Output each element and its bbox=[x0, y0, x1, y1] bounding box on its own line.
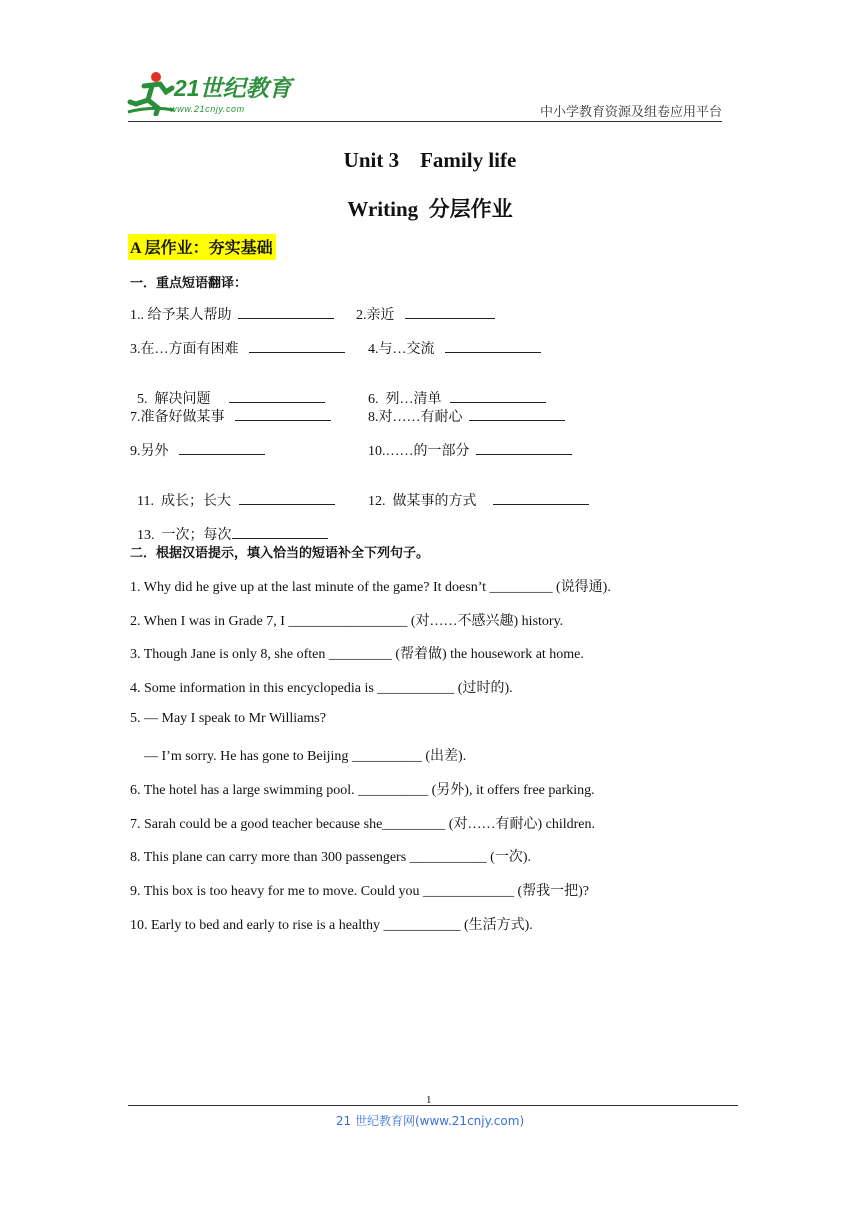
section2-heading: 二．根据汉语提示，填入恰当的短语补全下列句子。 bbox=[130, 546, 430, 561]
sentence-item: 3. Though Jane is only 8, she often _________ (帮着做) the housework at home. bbox=[130, 647, 584, 662]
logo-text: 21世纪教育 bbox=[174, 75, 292, 101]
sentence-item: 5. — May I speak to Mr Williams? bbox=[130, 711, 326, 726]
answer-blank[interactable] bbox=[469, 408, 565, 421]
phrase-row bbox=[368, 338, 541, 358]
sentence-item: 7. Sarah could be a good teacher because she_________ (对……有耐心) children. bbox=[130, 817, 595, 832]
phrase-row bbox=[130, 474, 335, 510]
phrase-label: 1.. 给予某人帮助 bbox=[130, 308, 232, 323]
phrase-row bbox=[361, 474, 589, 510]
phrase-label: 6. 列…清单 bbox=[368, 392, 442, 407]
answer-blank[interactable] bbox=[179, 442, 265, 455]
level-a-heading: A 层作业：夯实基础 bbox=[128, 234, 276, 260]
phrase-label: 7.准备好做某事 bbox=[130, 410, 225, 425]
phrase-row bbox=[130, 304, 334, 324]
phrase-label: 11. 成长；长大 bbox=[137, 494, 231, 509]
phrase-row bbox=[361, 372, 546, 408]
answer-blank[interactable] bbox=[445, 340, 541, 353]
sentence-item: 10. Early to bed and early to rise is a healthy ___________ (生活方式). bbox=[130, 918, 533, 933]
footer-site-link[interactable]: 21 世纪教育网(www.21cnjy.com) bbox=[335, 1114, 525, 1128]
sentence-item: 4. Some information in this encyclopedia is ___________ (过时的). bbox=[130, 681, 513, 696]
answer-blank[interactable] bbox=[232, 526, 328, 539]
answer-blank[interactable] bbox=[239, 492, 335, 505]
phrase-row bbox=[356, 304, 495, 324]
sentence-item: 2. When I was in Grade 7, I _________________ (对……不感兴趣) history. bbox=[130, 614, 564, 629]
phrase-row bbox=[130, 372, 325, 408]
answer-blank[interactable] bbox=[249, 340, 345, 353]
phrase-row bbox=[130, 406, 331, 426]
phrase-label: 5. 解决问题 bbox=[137, 392, 211, 407]
sentence-item: 1. Why did he give up at the last minute of the game? It doesn’t _________ (说得通). bbox=[130, 580, 611, 595]
phrase-row bbox=[368, 440, 572, 460]
phrase-label: 8.对……有耐心 bbox=[368, 410, 463, 425]
answer-blank[interactable] bbox=[229, 390, 325, 403]
sentence-item: 9. This box is too heavy for me to move. Could you _____________ (帮我一把)? bbox=[130, 884, 589, 899]
phrase-label: 2.亲近 bbox=[356, 308, 395, 323]
phrase-row bbox=[130, 508, 328, 544]
sentence-item: 8. This plane can carry more than 300 passengers ___________ (一次). bbox=[130, 850, 531, 865]
answer-blank[interactable] bbox=[235, 408, 331, 421]
answer-blank[interactable] bbox=[238, 306, 334, 319]
platform-name: 中小学教育资源及组卷应用平台 bbox=[539, 104, 722, 119]
footer-divider bbox=[128, 1105, 738, 1106]
phrase-label: 9.另外 bbox=[130, 444, 169, 459]
answer-blank[interactable] bbox=[450, 390, 546, 403]
answer-blank[interactable] bbox=[405, 306, 495, 319]
phrase-row bbox=[130, 440, 265, 460]
sentence-item: 6. The hotel has a large swimming pool. __________ (另外), it offers free parking. bbox=[130, 783, 595, 798]
unit-title: Unit 3 Family life bbox=[343, 148, 517, 172]
phrase-row bbox=[130, 338, 345, 358]
answer-blank[interactable] bbox=[476, 442, 572, 455]
phrase-label: 12. 做某事的方式 bbox=[368, 494, 477, 509]
phrase-row bbox=[368, 406, 565, 426]
answer-blank[interactable] bbox=[493, 492, 589, 505]
logo-url: www.21cnjy.com bbox=[170, 104, 245, 114]
header-divider bbox=[128, 121, 722, 122]
sentence-item: — I’m sorry. He has gone to Beijing __________ (出差). bbox=[130, 749, 467, 764]
phrase-label: 13. 一次；每次 bbox=[137, 528, 232, 543]
page-number: 1 bbox=[426, 1094, 432, 1106]
writing-title: Writing 分层作业 bbox=[347, 197, 513, 221]
phrase-label: 4.与…交流 bbox=[368, 342, 435, 357]
phrase-label: 3.在…方面有困难 bbox=[130, 342, 239, 357]
phrase-label: 10.……的一部分 bbox=[368, 444, 470, 459]
runner-logo-icon bbox=[126, 68, 176, 116]
section1-heading: 一．重点短语翻译： bbox=[130, 276, 248, 291]
